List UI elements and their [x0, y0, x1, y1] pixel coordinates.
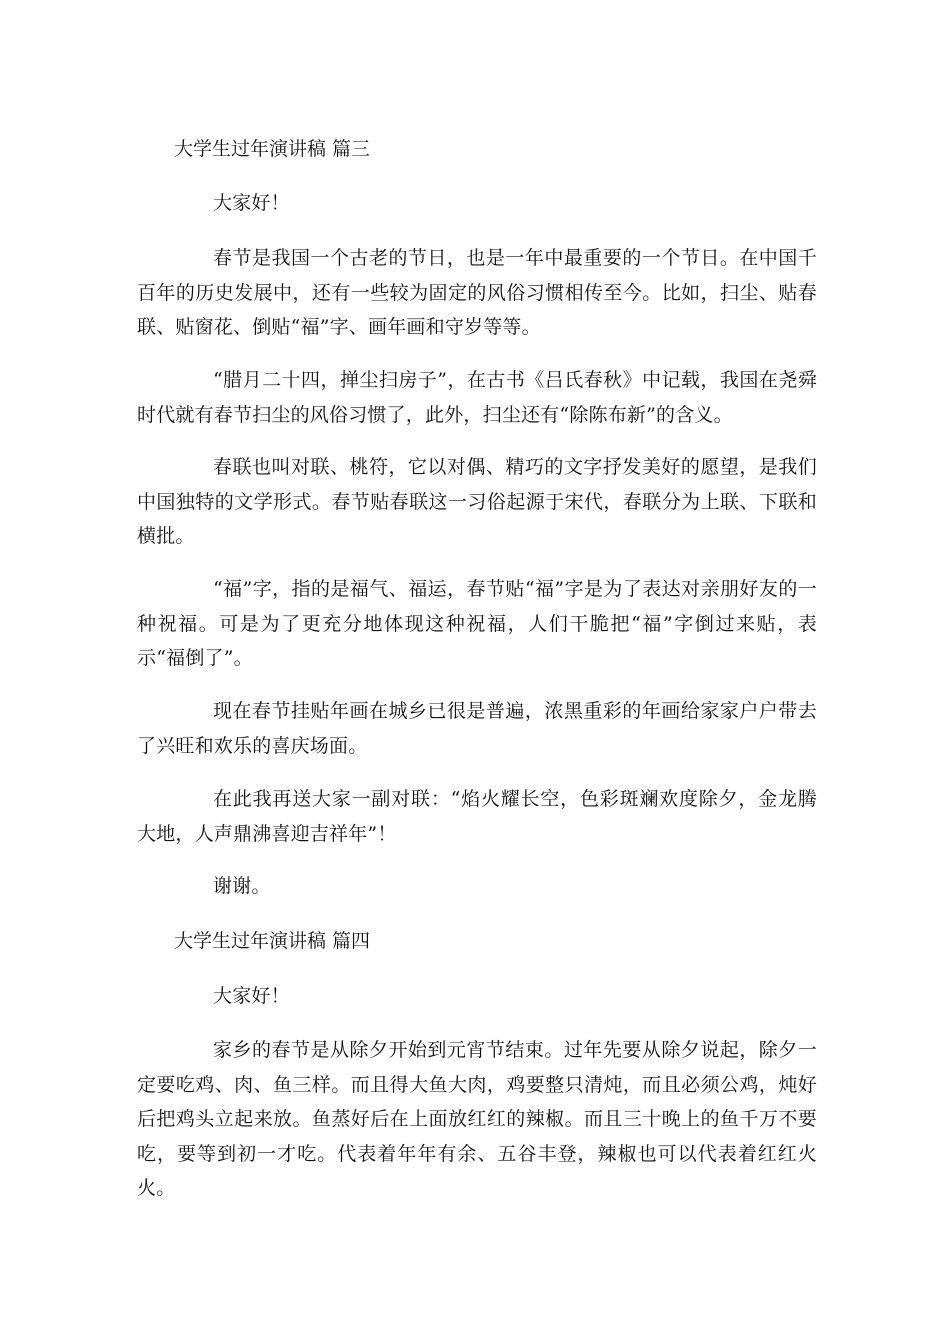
greeting: 大家好！: [213, 985, 290, 1007]
paragraph: 家乡的春节是从除夕开始到元宵节结束。过年先要从除夕说起，除夕一定要吃鸡、肉、鱼三样。而且得大鱼大肉，鸡要整只清炖，而且必须公鸡，炖好后把鸡头立起来放。鱼蒸好后在上面放红红的辣椒。而且三十晚上的鱼千万不要吃，要等到初一才吃。代表着年年有余、五谷丰登，辣椒也可以代表着红红火火。: [137, 1039, 817, 1199]
paragraph: 春节是我国一个古老的节日，也是一年中最重要的一个节日。在中国千百年的历史发展中，还有一些较为固定的风俗习惯相传至今。比如，扫尘、贴春联、贴窗花、倒贴“福”字、画年画和守岁等等。: [137, 247, 817, 338]
paragraph: 在此我再送大家一副对联：“焰火耀长空，色彩斑斓欢度除夕，金龙腾大地，人声鼎沸喜迎吉祥年”！: [137, 788, 817, 845]
greeting: 大家好！: [213, 192, 290, 214]
paragraph: 春联也叫对联、桃符，它以对偶、精巧的文字抒发美好的愿望，是我们中国独特的文学形式。春节贴春联这一习俗起源于宋代，春联分为上联、下联和横批。: [137, 456, 817, 547]
paragraph: “腊月二十四，掸尘扫房子”，在古书《吕氏春秋》中记载，我国在尧舜时代就有春节扫尘的风俗习惯了，此外，扫尘还有“除陈布新”的含义。: [137, 369, 817, 426]
section-heading-3: 大学生过年演讲稿 篇三: [174, 138, 371, 160]
section-heading-4: 大学生过年演讲稿 篇四: [174, 930, 371, 952]
closing: 谢谢。: [213, 875, 271, 897]
paragraph: “福”字，指的是福气、福运，春节贴“福”字是为了表达对亲朋好友的一种祝福。可是为了更充分地体现这种祝福，人们干脆把“福”字倒过来贴，表示“福倒了”。: [137, 578, 817, 669]
paragraph: 现在春节挂贴年画在城乡已很是普遍，浓黑重彩的年画给家家户户带去了兴旺和欢乐的喜庆场面。: [137, 700, 817, 757]
